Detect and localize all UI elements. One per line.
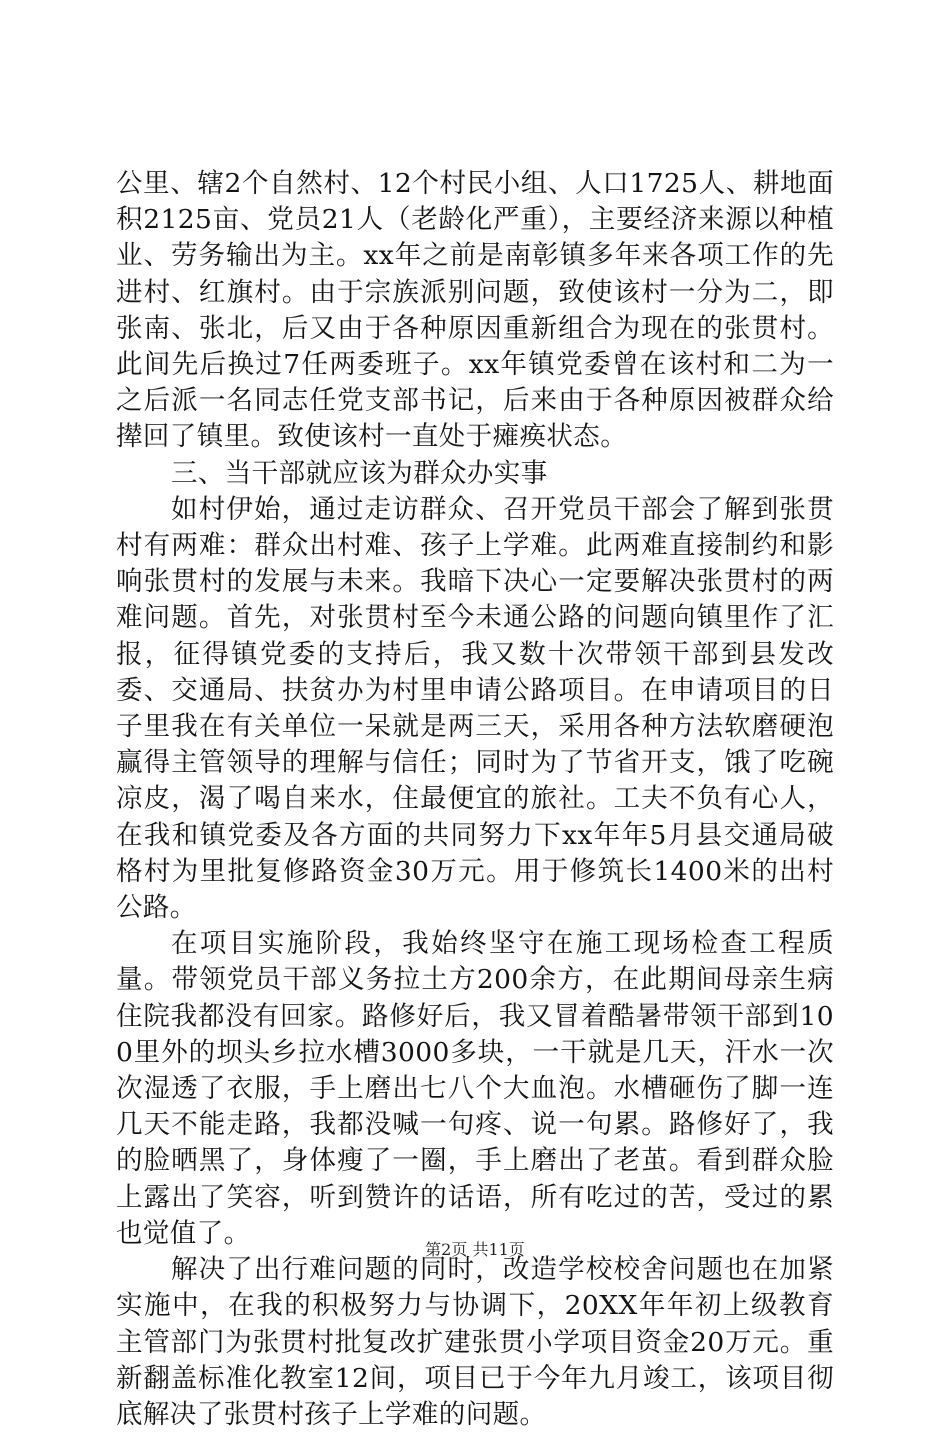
paragraph-road-project: 如村伊始，通过走访群众、召开党员干部会了解到张贯村有两难：群众出村难、孩子上学难。此两难直接制约和影响张贯村的发展与未来。我暗下决心一定要解决张贯村的两难问题。首先，对张贯村至今未通公路的问题向镇里作了汇报，征得镇党委的支持后，我又数十次带领干部到县发改委、交通局、扶贫办为村里申请公路项目。在申请项目的日子里我在有关单位一呆就是两三天，采用各种方法软磨硬泡赢得主管领导的理解与信任；同时为了节省开支，饿了吃碗凉皮，渴了喝自来水，住最便宜的旅社。工夫不负有心人，在我和镇党委及各方面的共同努力下xx年年5月县交通局破格村为里批复修路资金30万元。用于修筑长1400米的出村公路。 [116,493,834,924]
paragraph-construction: 在项目实施阶段，我始终坚守在施工现场检查工程质量。带领党员干部义务拉土方200余方，在此期间母亲生病住院我都没有回家。路修好后，我又冒着酷暑带领干部到100里外的坝头乡拉水槽3000多块，一干就是几天，汗水一次次湿透了衣服，手上磨出七八个大血泡。水槽砸伤了脚一连几天不能走路，我都没喊一句疼、说一句累。路修好了，我的脸晒黑了，身体瘦了一圈，手上磨出了老茧。看到群众脸上露出了笑容，听到赞许的话语，所有吃过的苦，受过的累也觉值了。 [116,928,834,1249]
paragraph-school-project: 解决了出行难问题的同时，改造学校校舍问题也在加紧实施中，在我的积极努力与协调下，20XX年年初上级教育主管部门为张贯村批复改扩建张贯小学项目资金20万元。重新翻盖标准化教室12间，项目已于今年九月竣工，该项目彻底解决了张贯村孩子上学难的问题。 [116,1254,834,1430]
paragraph-village-overview: 公里、辖2个自然村、12个村民小组、人口1725人、耕地面积2125亩、党员21人（老龄化严重），主要经济来源以种植业、劳务输出为主。xx年之前是南彰镇多年来各项工作的先进村、红旗村。由于宗族派别问题，致使该村一分为二，即张南、张北，后又由于各种原因重新组合为现在的张贯村。此间先后换过7任两委班子。xx年镇党委曾在该村和二为一之后派一名同志任党支部书记，后来由于各种原因被群众给撵回了镇里。致使该村一直处于瘫痪状态。 [116,168,834,453]
page-number-footer: 第2页 共11页 [425,1240,525,1259]
section-heading-serve-people: 三、当干部就应该为群众办实事 [171,457,548,489]
